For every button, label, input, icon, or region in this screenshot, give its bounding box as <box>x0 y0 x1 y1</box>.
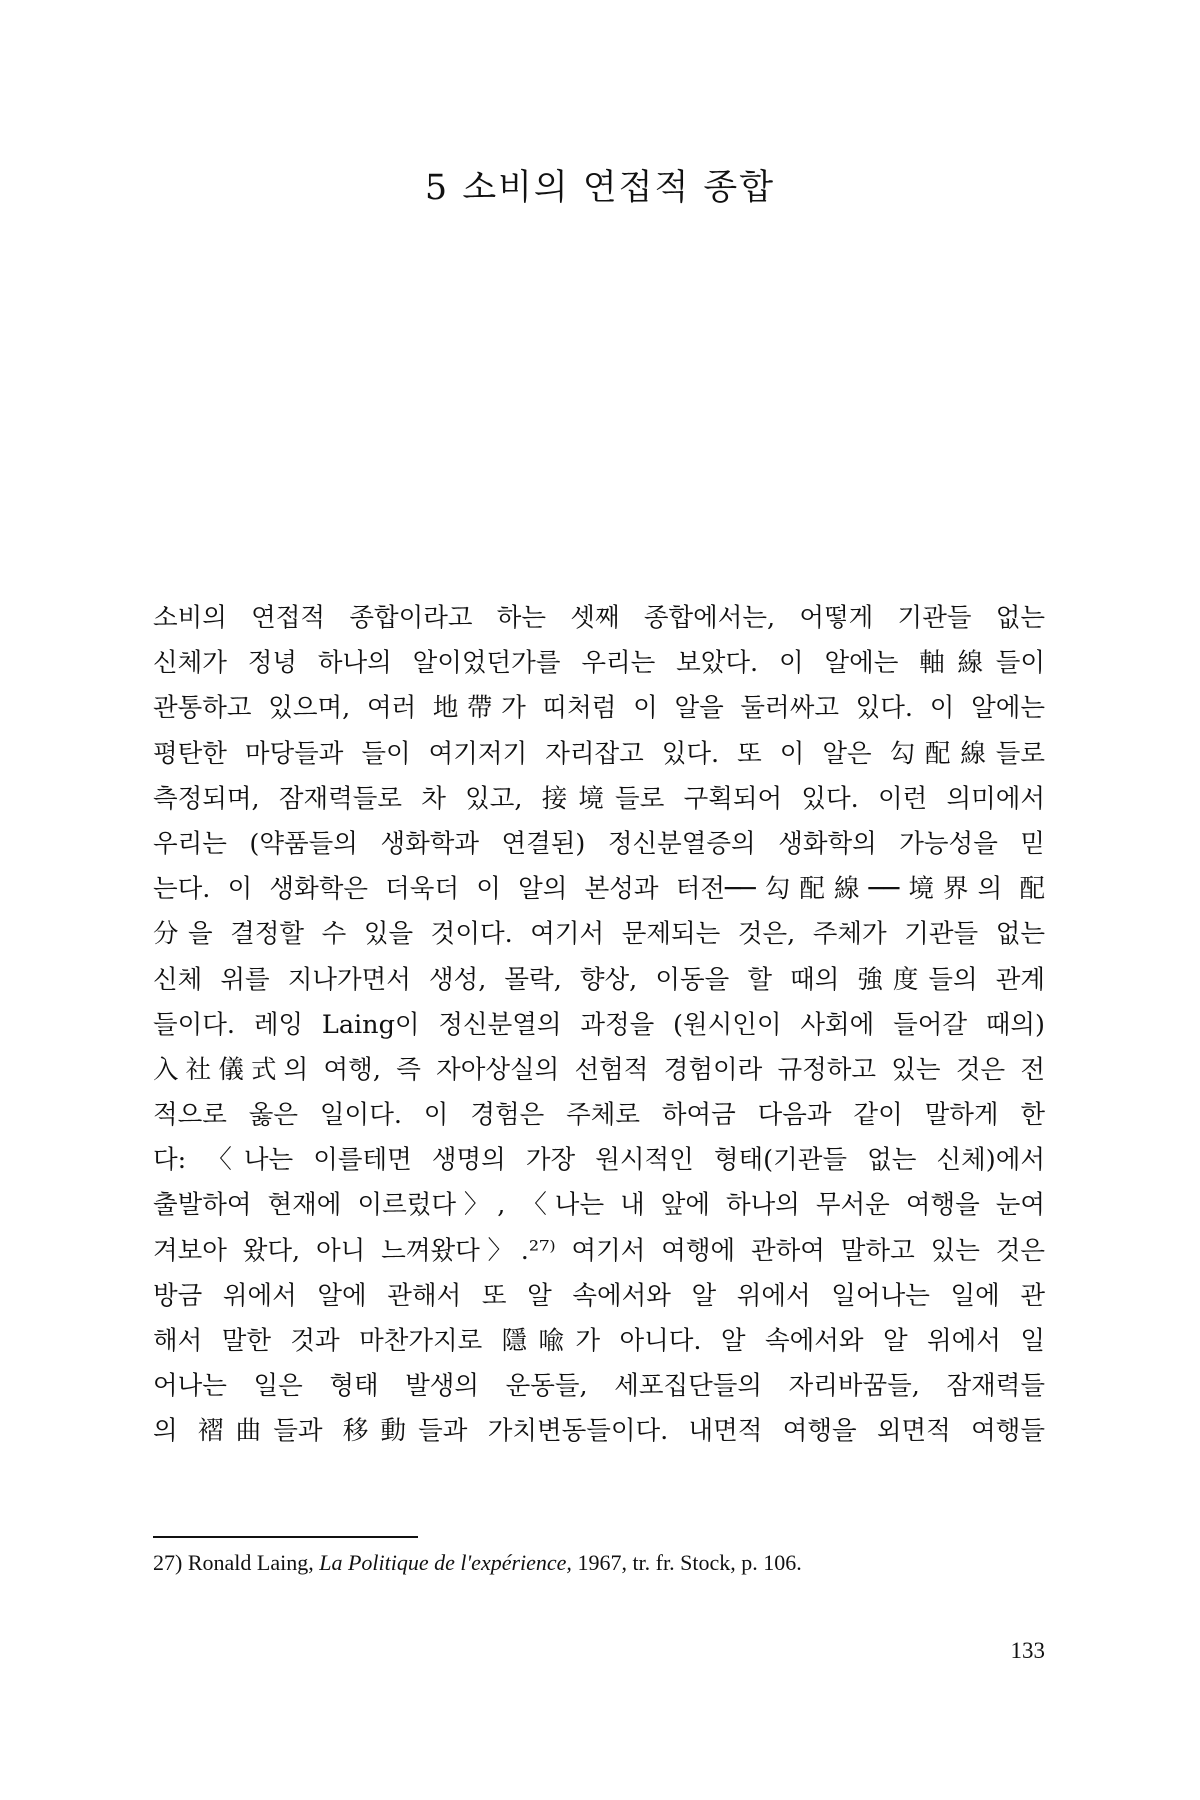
footnote-details: 1967, tr. fr. Stock, p. 106. <box>577 1550 802 1575</box>
body-line: 分을 결정할 수 있을 것이다. 여기서 문제되는 것은, 주체가 기관들 없는 <box>153 919 1045 950</box>
body-line: 우리는 (약품들의 생화학과 연결된) 정신분열증의 생화학의 가능성을 믿 <box>153 828 1045 859</box>
body-line: 의 褶曲들과 移動들과 가치변동들이다. 내면적 여행을 외면적 여행들 <box>153 1416 1045 1447</box>
footnote-author: Ronald Laing, <box>187 1550 314 1575</box>
body-line: 평탄한 마당들과 들이 여기저기 자리잡고 있다. 또 이 알은 勾配線들로 <box>153 738 1045 769</box>
body-line: 겨보아 왔다, 아니 느껴왔다〉.²⁷⁾ 여기서 여행에 관하여 말하고 있는 것은 <box>153 1235 1045 1266</box>
footnote-work-title: La Politique de l'expérience, <box>319 1550 572 1575</box>
body-line: 소비의 연접적 종합이라고 하는 셋째 종합에서는, 어떻게 기관들 없는 <box>153 603 1045 633</box>
body-line: 신체 위를 지나가면서 생성, 몰락, 향상, 이동을 할 때의 強度들의 관계 <box>153 964 1045 995</box>
footnote-divider <box>153 1536 418 1538</box>
body-line: 入社儀式의 여행, 즉 자아상실의 선험적 경험이라 규정하고 있는 것은 전 <box>153 1054 1045 1085</box>
body-line: 방금 위에서 알에 관해서 또 알 속에서와 알 위에서 일어나는 일에 관 <box>153 1280 1045 1311</box>
footnote <box>153 1548 1045 1578</box>
body-line: 어나는 일은 형태 발생의 운동들, 세포집단들의 자리바꿈들, 잠재력들 <box>153 1371 1045 1402</box>
body-line: 관통하고 있으며, 여러 地帶가 띠처럼 이 알을 둘러싸고 있다. 이 알에는 <box>153 693 1045 724</box>
body-line: 다: 〈나는 이를테면 생명의 가장 원시적인 형태(기관들 없는 신체)에서 <box>153 1145 1045 1176</box>
body-text <box>153 596 1045 1455</box>
body-line: 출발하여 현재에 이르렀다〉, 〈나는 내 앞에 하나의 무서운 여행을 눈여 <box>153 1190 1045 1221</box>
body-line: 신체가 정녕 하나의 알이었던가를 우리는 보았다. 이 알에는 軸線들이 <box>153 648 1045 679</box>
body-line: 는다. 이 생화학은 더욱더 이 알의 본성과 터전──勾配線──境界의 配 <box>153 874 1045 905</box>
chapter-title: 5 소비의 연접적 종합 <box>424 168 776 208</box>
footnote-marker: 27) <box>153 1550 183 1575</box>
page-number: 133 <box>1010 1638 1045 1663</box>
body-line: 들이다. 레잉 Laing이 정신분열의 과정을 (원시인이 사회에 들어갈 때의) <box>153 1009 1045 1040</box>
body-line: 측정되며, 잠재력들로 차 있고, 接境들로 구획되어 있다. 이런 의미에서 <box>153 783 1045 814</box>
body-line: 해서 말한 것과 마찬가지로 隱喩가 아니다. 알 속에서와 알 위에서 일 <box>153 1326 1045 1356</box>
body-line: 적으로 옳은 일이다. 이 경험은 주체로 하여금 다음과 같이 말하게 한 <box>153 1100 1045 1131</box>
